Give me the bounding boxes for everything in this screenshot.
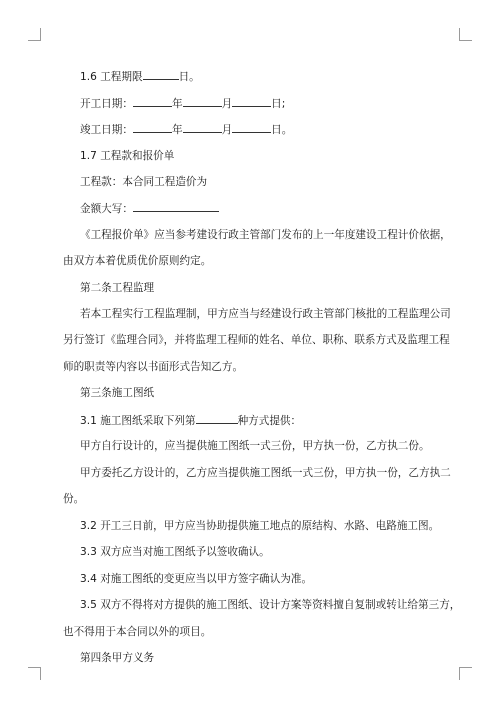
clause-1-6-term — [80, 69, 200, 83]
clause-text: 竣工日期： — [80, 124, 133, 136]
clause-3-2: 3.2 开工三日前，甲方应当协助提供施工地点的原结构、水路、电路施工图。 — [80, 520, 440, 532]
blank-field-start-year — [133, 96, 172, 107]
crop-mark-top-right — [459, 28, 472, 41]
clause-3-5: 3.5 双方不得将对方提供的施工图纸、设计方案等资料擅自复制或转让给第三方， — [80, 599, 461, 611]
paragraph-line: 若本工程实行工程监理制，甲方应当与经建设行政主管部门核批的工程监理公司 — [80, 308, 451, 320]
crop-mark-bottom-left — [28, 667, 41, 680]
completion-date-line — [80, 122, 292, 136]
article-4-heading: 第四条甲方义务 — [80, 652, 155, 664]
clause-3-4: 3.4 对施工图纸的变更应当以甲方签字确认为准。 — [80, 573, 313, 585]
paragraph-line: 另行签订《监理合同》，并将监理工程师的姓名、单位、职称、联系方式及监理工程 — [63, 334, 450, 346]
clause-text: 日; — [271, 98, 286, 110]
clause-text: 年 — [171, 124, 183, 136]
clause-3-1 — [80, 413, 301, 427]
blank-field-start-month — [183, 96, 222, 107]
blank-field-method — [196, 413, 238, 424]
clause-text: 年 — [171, 98, 183, 110]
article-3-heading: 第三条施工图纸 — [80, 387, 155, 399]
amount-in-words-line — [80, 201, 219, 215]
paragraph-line: 份。 — [63, 493, 85, 505]
clause-text: 3.1 施工图纸采取下列第 — [80, 415, 196, 427]
blank-field-days — [143, 69, 179, 80]
blank-field-end-month — [183, 122, 222, 133]
crop-mark-bottom-right — [459, 667, 472, 680]
paragraph-line: 甲方委托乙方设计的，乙方应当提供施工图纸一式三份，甲方执一份，乙方执二 — [80, 467, 451, 479]
clause-text: 日。 — [271, 124, 293, 136]
start-date-line — [80, 96, 285, 110]
paragraph-line: 也不得用于本合同以外的项目。 — [63, 626, 212, 638]
clause-1-7-heading: 1.7 工程款和报价单 — [80, 150, 175, 162]
paragraph-line: 甲方自行设计的，应当提供施工图纸一式三份，甲方执一份，乙方执二份。 — [80, 440, 430, 452]
blank-field-end-year — [133, 122, 172, 133]
clause-text: 金额大写： — [80, 203, 133, 215]
clause-text: 月 — [221, 98, 233, 110]
article-2-heading: 第二条工程监理 — [80, 282, 155, 294]
crop-mark-top-left — [28, 28, 41, 41]
paragraph-line: 师的职责等内容以书面形式告知乙方。 — [63, 361, 244, 373]
clause-text: 1.6 工程期限 — [80, 71, 143, 83]
blank-field-start-day — [232, 96, 271, 107]
contract-price-line: 工程款：本合同工程造价为 — [80, 176, 208, 188]
clause-text: 月 — [221, 124, 233, 136]
paragraph-line: 《工程报价单》应当参考建设行政主管部门发布的上一年度建设工程计价依据， — [80, 229, 451, 241]
clause-text: 日。 — [178, 71, 200, 83]
blank-field-amount — [133, 201, 219, 212]
clause-text: 种方式提供： — [237, 415, 302, 427]
clause-3-3: 3.3 双方应当对施工图纸予以签收确认。 — [80, 546, 270, 558]
blank-field-end-day — [232, 122, 271, 133]
paragraph-line: 由双方本着优质优价原则约定。 — [63, 255, 212, 267]
clause-text: 开工日期： — [80, 98, 133, 110]
